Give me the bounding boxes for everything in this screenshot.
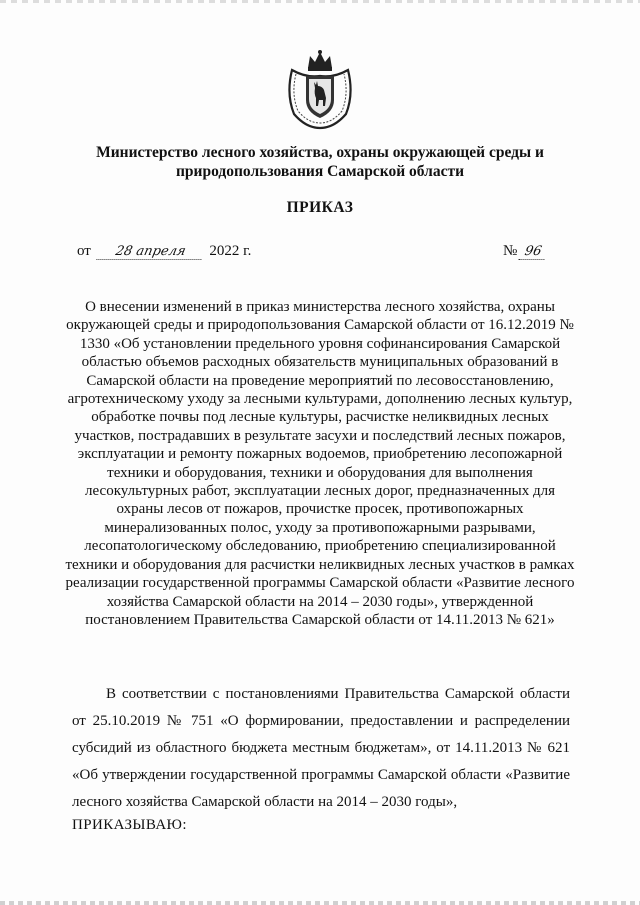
order-date bbox=[77, 243, 251, 260]
number-prefix: № bbox=[503, 243, 518, 259]
coat-of-arms-icon bbox=[284, 48, 356, 130]
decree-word: ПРИКАЗЫВАЮ: bbox=[72, 817, 187, 833]
preamble-paragraph: В соответствии с постановлениями Правительства Самарской области от 25.10.2019 № 751 «О формировании, предоставлении и распределении субсидий из областного бюджета местным бюджетам», от 14.11.2013 № 621 «Об утверждении государственной программы Самарской области «Развитие лесного хозяйства Самарской области на 2014 – 2030 годы», bbox=[72, 686, 570, 810]
order-subject: О внесении изменений в приказ министерства лесного хозяйства, охраны окружающей среды и природопользования Самарской области от 16.12.2019 № 1330 «Об установлении предельного уровня софинансирования Самарской областью объемов расходных обязательств муниципальных образований в Самарской области на проведение мероприятий по лесовосстановлению, агротехническому уходу за лесными культурами, дополнению лесных культур, обработке почвы под лесные культуры, расчистке неликвидных лесных участков, пострадавших в результате засухи и последствий лесных пожаров, эксплуатации и ремонту пожарных водоемов, приобретению лесопожарной техники и оборудования, техники и оборудования для выполнения лесокультурных работ, эксплуатации лесных дорог, предназначенных для охраны лесов от пожаров, прочистке просек, противопожарных минерализованных полос, уходу за противопожарными разрывами, лесопатологическому обследованию, приобретению специализированной техники и оборудования для расчистки неликвидных лесных участков в рамках реализации государственной программы Самарской области «Развитие лесного хозяйства Самарской области на 2014 – 2030 годы», утвержденной постановлением Правительства Самарской области от 14.11.2013 № 621» bbox=[65, 299, 575, 628]
order-number bbox=[503, 243, 546, 260]
date-handwritten: 28 апреля bbox=[96, 244, 204, 260]
order-title: ПРИКАЗ bbox=[286, 199, 354, 216]
ministry-name: Министерство лесного хозяйства, охраны окружающей среды и природопользования Самарской области bbox=[96, 144, 544, 180]
number-handwritten: 96 bbox=[519, 244, 548, 260]
scan-edge-bottom bbox=[0, 901, 640, 905]
date-prefix: от bbox=[77, 243, 91, 259]
date-year: 2022 г. bbox=[209, 243, 252, 259]
scan-edge-top bbox=[0, 0, 640, 3]
